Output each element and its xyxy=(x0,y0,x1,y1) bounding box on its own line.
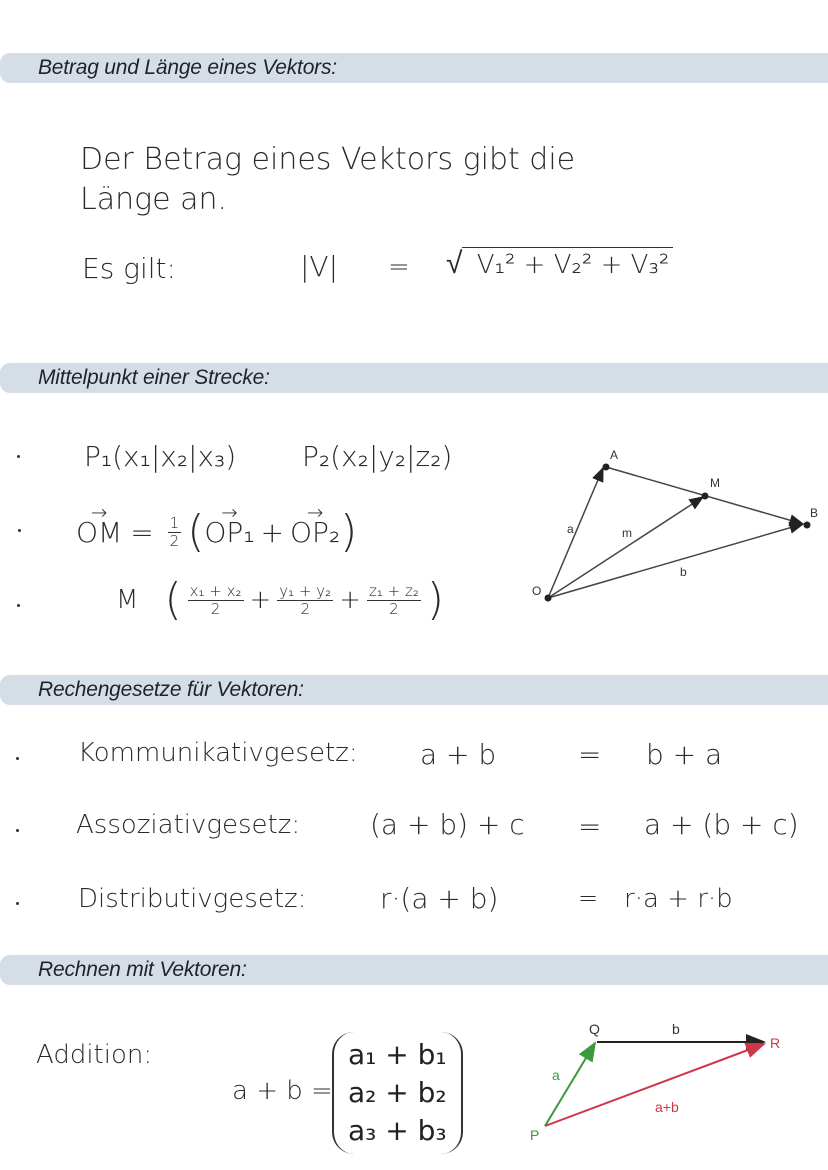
point-p1: P₁(x₁|x₂|x₃) xyxy=(84,440,237,473)
law-rhs: b + a xyxy=(646,738,723,771)
bullet-icon xyxy=(16,757,19,760)
svg-text:b: b xyxy=(680,565,687,579)
addition-lhs: a + b = xyxy=(232,1076,333,1106)
law-name-assoziativ: Assoziativgesetz: xyxy=(76,810,301,840)
v1-squared: V₁² xyxy=(476,250,516,280)
bullet-icon xyxy=(16,902,19,905)
bullet-icon xyxy=(16,829,19,832)
section-header-betrag xyxy=(0,53,828,83)
vector-op2: → OP₂ xyxy=(290,516,340,549)
svg-text:P: P xyxy=(530,1127,540,1143)
formula-label: Es gilt: xyxy=(82,252,176,285)
om-formula: → OM = $\frac{1}{2}$ ( → OP₁ + → OP₂ ) xyxy=(76,510,357,554)
law-name-kommutativ: Kommunikativgesetz: xyxy=(78,738,358,768)
law-eq: = xyxy=(578,738,602,771)
equals-sign: = xyxy=(388,252,410,282)
svg-text:a: a xyxy=(567,522,574,536)
bullet-icon xyxy=(17,455,20,458)
svg-text:B: B xyxy=(810,506,819,520)
section-title: Mittelpunkt einer Strecke: xyxy=(38,366,270,389)
row-3: a₃ + b₃ xyxy=(348,1114,447,1147)
addition-label: Addition: xyxy=(36,1040,153,1070)
law-lhs: (a + b) + c xyxy=(370,808,525,841)
svg-text:Q: Q xyxy=(589,1021,600,1037)
law-eq: = xyxy=(578,810,602,843)
svg-text:m: m xyxy=(622,526,632,540)
v3-squared: V₃² xyxy=(630,250,670,280)
law-name-distributiv: Distributivgesetz: xyxy=(78,884,307,914)
bullet-icon xyxy=(18,529,21,532)
fraction-half: $\frac{1}{2}$ xyxy=(169,513,180,550)
law-eq: = xyxy=(578,884,599,912)
law-rhs: a + (b + c) xyxy=(644,808,799,841)
section-title: Rechengesetze für Vektoren: xyxy=(38,678,304,701)
vector-om: → OM xyxy=(76,516,122,549)
section-header-rechnen xyxy=(0,955,828,985)
betrag-definition-line2: Länge an. xyxy=(80,182,228,217)
bullet-icon xyxy=(17,604,20,607)
point-p2: P₂(x₂|y₂|z₂) xyxy=(302,440,453,473)
vector-op1: → OP₁ xyxy=(204,516,254,549)
section-header-rechengesetze xyxy=(0,675,828,705)
midpoint-diagram xyxy=(520,440,828,620)
svg-text:R: R xyxy=(770,1035,781,1051)
magnitude-lhs: |V| xyxy=(300,250,339,283)
section-header-mittelpunkt xyxy=(0,363,828,393)
law-lhs: a + b xyxy=(420,738,497,771)
svg-text:M: M xyxy=(710,476,720,490)
vector-magnitude xyxy=(300,250,338,283)
law-rhs: r·a + r·b xyxy=(624,884,733,914)
midpoint-coordinates: M ( $\frac{\text{x₁ + x₂}}{2}$ + $\frac{\text{y₁ + y₂}}{2}$ + $\frac{\text{z₁ + z₂}}{2}$ ) xyxy=(116,574,445,625)
vector-addition-diagram xyxy=(520,1005,828,1165)
v2-squared: V₂² xyxy=(553,250,593,280)
section-title: Betrag und Länge eines Vektors: xyxy=(38,56,337,79)
svg-text:a+b: a+b xyxy=(655,1099,679,1115)
svg-text:A: A xyxy=(610,448,619,462)
addition-result-vector xyxy=(332,1032,463,1154)
svg-text:a: a xyxy=(552,1067,560,1083)
section-title: Rechnen mit Vektoren: xyxy=(38,958,247,981)
betrag-definition-line1: Der Betrag eines Vektors gibt die xyxy=(80,142,576,177)
row-1: a₁ + b₁ xyxy=(348,1038,447,1071)
law-lhs: r·(a + b) xyxy=(380,882,499,915)
sqrt-formula: √ V₁² + V₂² + V₃² xyxy=(446,246,673,281)
svg-text:b: b xyxy=(672,1021,680,1037)
svg-text:O: O xyxy=(532,584,542,598)
row-2: a₂ + b₂ xyxy=(348,1076,447,1109)
point-m: M xyxy=(116,585,139,615)
